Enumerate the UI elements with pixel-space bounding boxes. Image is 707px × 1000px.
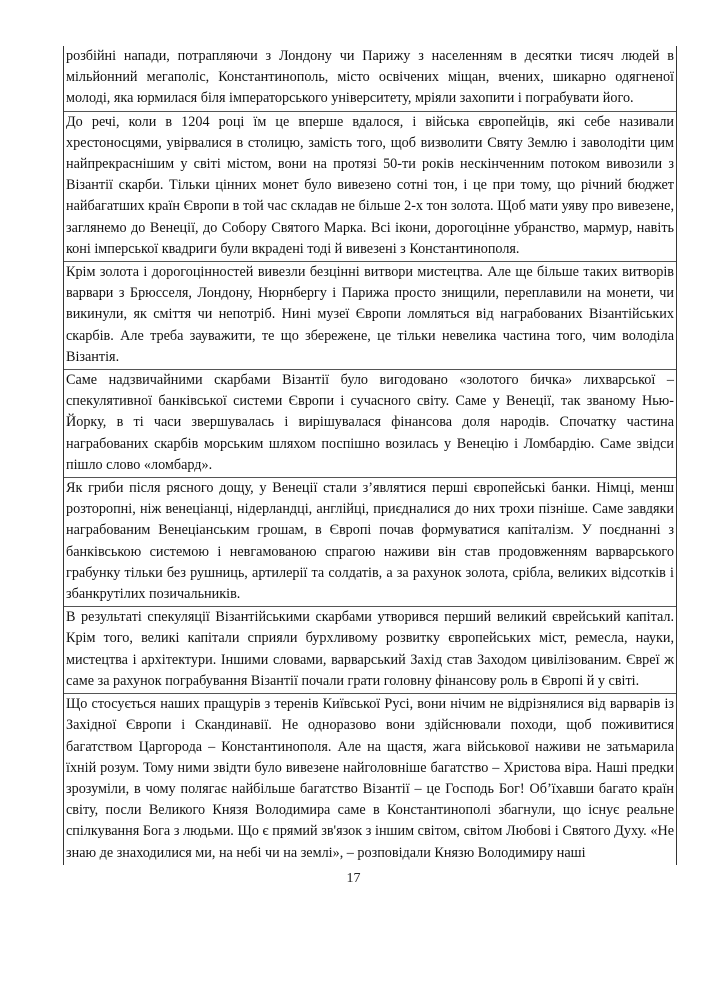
paragraph-cell: Як гриби після рясного дощу, у Венеції стали з’являтися перші європейські банки. Німці, менш розторопні, ніж венеціанці, нідерландці, англійці, приєдналися до них трохи пізніше. Саме завдяки награбованим Венеціанським грошам, в Європі почав формуватися капіталізм. У поєднанні з банківською системою і невгамованою спрагою наживи він став продовженням варварського грабунку тільки без рушниць, артилерії та солдатів, а за рахунок золота, срібла, великих відсотків і збанкрутілих позичальників. bbox=[64, 478, 676, 607]
text-table bbox=[63, 46, 677, 865]
paragraph-cell: розбійні напади, потрапляючи з Лондону чи Парижу з населенням в десятки тисяч людей в мільйонний мегаполіс, Константинополь, місто освічених міщан, вчених, шикарно одягненої молоді, яка юрмилася біля імператорського університету, мріяли захопити і пограбувати його. bbox=[64, 46, 676, 112]
paragraph-cell: Крім золота і дорогоцінностей вивезли безцінні витвори мистецтва. Але ще більше таких витворів варвари з Брюсселя, Лондону, Нюрнбергу і Парижа просто знищили, переплавили на монети, чи викинули, як сміття чи непотріб. Нині музеї Європи ломляться від награбованих Візантійських скарбів. Але треба зауважити, те що збережене, це тільки невелика частина того, чим володіла Візантія. bbox=[64, 262, 676, 370]
paragraph-cell: До речі, коли в 1204 році їм це вперше вдалося, і війська європейців, які себе називали хрестоносцями, увірвалися в столицю, замість того, щоб визволити Святу Землю і заволодіти цим найпрекраснішим у світі містом, вони на протязі 50-ти років нескінченним потоком вивозили з Візантії скарби. Тільки цінних монет було вивезено сотні тон, і це при тому, що річний бюджет найбагатших країн Європи в той час складав не більше 2-х тон золота. Щоб мати уяву про вивезене, заглянемо до Венеції, до Собору Святого Марка. Всі ікони, дорогоцінне убранство, мармур, навіть коні імперської квадриги були вкрадені тоді й вивезені з Константинополя. bbox=[64, 112, 676, 262]
page-number: 17 bbox=[346, 870, 361, 886]
paragraph-cell: Саме надзвичайними скарбами Візантії було вигодовано «золотого бичка» лихварської – спекулятивної банківської системи Європи і сучасного світу. Саме у Венеції, так званому Нью-Йорку, в ті часи звершувалась і вирішувалася фінансова доля народів. Спочатку частина награбованих скарбів морським шляхом поспішно возилась у Венецію і Ломбардію. Саме звідси пішло слово «ломбард». bbox=[64, 370, 676, 478]
paragraph-cell: Що стосується наших пращурів з теренів Київської Русі, вони нічим не відрізнялися від варварів із Західної Європи і Скандинавії. Не одноразово вони здійснювали походи, щоб поживитися багатством Царгорода – Константинополя. Але на щастя, жага військової наживи не затьмарила їхній розум. Тому ними звідти було вивезене найголовніше багатство – Христова віра. Наші предки зрозуміли, в чому полягає найбільше багатство Візантії – це Господь Бог! Об’їхавши багато країн світу, посли Великого Князя Володимира саме в Константинополі збагнули, що існує реальне спілкування Бога з людьми. Що є прямий зв'язок з іншим світом, світом Любові і Святого Духу. «Не знаю де знаходилися ми, на небі чи на землі», – розповідали Князю Володимиру наші bbox=[66, 696, 674, 861]
paragraph-cell: В результаті спекуляції Візантійськими скарбами утворився перший великий єврейський капітал. Крім того, великі капітали сприяли бурхливому розвитку європейських міст, ремесла, науки, мистецтва і архітектури. Іншими словами, варварський Захід став Заходом цивілізованим. Євреї ж саме за рахунок пограбування Візантії почали грати головну фінансову роль в Європі й у світі. bbox=[64, 607, 676, 694]
